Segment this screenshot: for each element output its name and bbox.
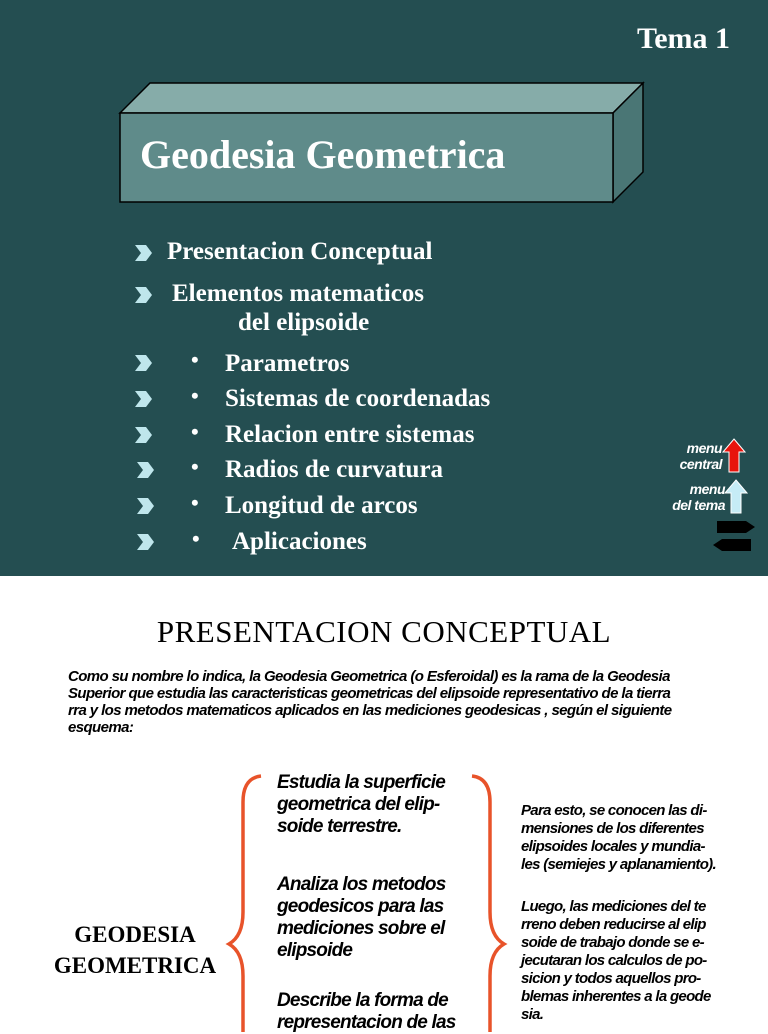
tema-label: Tema 1 <box>636 22 730 55</box>
page-title: Geodesia Geometrica <box>140 132 506 177</box>
bullet-dot: • <box>191 383 199 408</box>
paragraph-line: rra y los metodos matematicos aplicados en las mediciones geodesicas , según el siguiente <box>68 702 672 719</box>
bullet-dot: • <box>191 490 199 515</box>
bullet-arrow-icon <box>133 243 153 263</box>
right-block-2 <box>521 898 711 1024</box>
text-line: soide terrestre. <box>277 816 402 837</box>
menu-item-parametros[interactable]: Parametros <box>225 350 350 377</box>
text-line: elipsoide <box>277 940 353 961</box>
text-line: rreno deben reducirse al elip <box>521 916 706 933</box>
text-line: geodesicos para las <box>277 896 444 917</box>
text-line: Describe la forma de <box>277 990 448 1011</box>
text-line: les (semiejes y aplanamiento). <box>521 856 716 873</box>
bullet-arrow-icon <box>133 353 153 373</box>
prev-arrow-icon[interactable] <box>712 537 752 553</box>
text-line: Luego, las mediciones del te <box>521 898 706 915</box>
menu-item-radios[interactable]: Radios de curvatura <box>225 456 444 483</box>
bullet-arrow-icon <box>135 532 155 552</box>
text-line: Analiza los metodos <box>277 874 446 895</box>
text-line: blemas inherentes a la geode <box>521 988 711 1005</box>
text-line: mediciones sobre el <box>277 918 445 939</box>
text-line: representacion de las <box>277 1012 456 1033</box>
menu-item-longitud[interactable]: Longitud de arcos <box>225 492 418 519</box>
bullet-dot: • <box>191 347 199 372</box>
arrow-up-light-icon[interactable] <box>724 479 748 515</box>
paragraph-line: Superior que estudia las caracteristicas geometricas del elipsoide representativo de la tierra <box>68 685 671 702</box>
menu-central-button[interactable] <box>660 440 722 472</box>
next-arrow-icon[interactable] <box>716 519 756 535</box>
text-line: sicion y todos aquellos pro- <box>521 970 701 987</box>
menu-item-sistemas[interactable]: Sistemas de coordenadas <box>225 385 491 412</box>
bullet-arrow-icon <box>133 389 153 409</box>
bullet-arrow-icon <box>133 425 153 445</box>
arrow-up-red-icon[interactable] <box>722 438 746 474</box>
bullet-arrow-icon <box>133 285 153 305</box>
bullet-arrow-icon <box>135 460 155 480</box>
menu-item-relacion[interactable]: Relacion entre sistemas <box>225 421 475 448</box>
text-line: geometrica del elip- <box>277 794 440 815</box>
menu-item-elementos[interactable]: Elementos matematicos <box>172 280 425 307</box>
geodesia-line2: GEOMETRICA <box>53 953 217 978</box>
slide-presentacion-conceptual <box>0 576 768 1033</box>
paragraph-line: Como su nombre lo indica, la Geodesia Geometrica (o Esferoidal) es la rama de la Geodesia <box>68 668 670 685</box>
intro-paragraph <box>68 668 738 736</box>
bullet-dot: • <box>191 419 199 444</box>
menu-item-aplicaciones[interactable]: Aplicaciones <box>232 528 367 555</box>
middle-block-1 <box>277 772 445 838</box>
section-title: PRESENTACION CONCEPTUAL <box>156 614 612 649</box>
menu-tema-line2: del tema <box>672 497 725 513</box>
text-line: sia. <box>521 1006 544 1023</box>
bullet-arrow-icon <box>135 496 155 516</box>
menu-central-line1: menu <box>686 440 722 456</box>
right-brace <box>468 772 508 1032</box>
left-brace <box>225 772 265 1032</box>
geodesia-geometrica-label <box>40 919 230 981</box>
text-line: elipsoides locales y mundia- <box>521 838 705 855</box>
geodesia-line1: GEODESIA <box>74 922 196 947</box>
middle-block-3 <box>277 990 456 1034</box>
middle-block-2 <box>277 874 446 962</box>
menu-item-elementos-line2[interactable]: del elipsoide <box>238 309 370 336</box>
menu-central-line2: central <box>679 456 722 472</box>
paragraph-line: esquema: <box>68 719 134 736</box>
right-block-1 <box>521 802 716 874</box>
text-line: Para esto, se conocen las di- <box>521 802 707 819</box>
text-line: soide de trabajo donde se e- <box>521 934 704 951</box>
text-line: jecutaran los calculos de po- <box>521 952 707 969</box>
menu-tema-line1: menu <box>689 481 725 497</box>
menu-tema-button[interactable] <box>655 481 725 513</box>
bullet-dot: • <box>192 526 200 551</box>
text-line: Estudia la superficie <box>277 772 445 793</box>
bullet-dot: • <box>191 454 199 479</box>
menu-item-presentacion[interactable]: Presentacion Conceptual <box>167 238 433 265</box>
text-line: mensiones de los diferentes <box>521 820 704 837</box>
